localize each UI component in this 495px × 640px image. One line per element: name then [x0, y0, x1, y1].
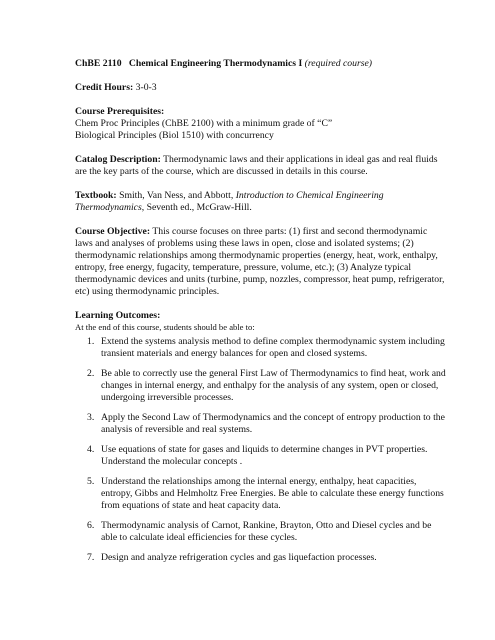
textbook: [75, 190, 447, 214]
outcome-text: Extend the systems analysis method to define complex thermodynamic system including transient materials and energy balances for open and closed systems.: [101, 336, 445, 359]
outcome-item: [75, 520, 447, 544]
textbook-title: Introduction to Chemical Engineering Thermodynamics: [75, 190, 384, 213]
credit-hours: [75, 82, 447, 94]
course-note: (required course): [304, 58, 373, 69]
outcome-number: 7.: [87, 552, 95, 563]
outcome-text: Use equations of state for gases and liquids to determine changes in PVT properties. Understand the molecular concepts .: [101, 444, 428, 467]
textbook-edition: , Seventh ed., McGraw-Hill.: [141, 202, 252, 213]
outcome-item: [75, 552, 447, 564]
course-title: [75, 58, 447, 70]
outcome-number: 3.: [87, 412, 95, 423]
outcome-number: 2.: [87, 368, 95, 379]
outcomes-label: Learning Outcomes:: [75, 310, 161, 321]
prerequisite-1: Chem Proc Principles (ChBE 2100) with a minimum grade of “C”: [75, 118, 333, 129]
outcome-number: 6.: [87, 520, 95, 531]
course-objective: [75, 226, 447, 298]
prerequisites-label: Course Prerequisites:: [75, 106, 165, 117]
course-name: Chemical Engineering Thermodynamics I: [128, 58, 303, 69]
outcome-item: [75, 476, 447, 512]
credit-hours-label: Credit Hours:: [75, 82, 134, 93]
course-code: ChBE 2110: [75, 58, 122, 69]
prerequisite-2: Biological Principles (Biol 1510) with concurrency: [75, 130, 274, 141]
outcome-text: Thermodynamic analysis of Carnot, Rankine, Brayton, Otto and Diesel cycles and be able to calculate ideal efficiencies for these cycles.: [101, 520, 432, 543]
objective-text: This course focuses on three parts: (1) first and second thermodynamic laws and analyses of problems using these laws in open, close and isolated systems; (2) thermodynamic relationships among thermodynamic properties (energy, heat, work, enthalpy, entropy, free energy, fugacity, temperature, pressure, volume, etc.); (3) Analyze typical thermodynamic devices and units (turbine, pump, nozzles, compressor, heat pump, refrigerator, etc) using thermodynamic principles.: [75, 226, 445, 297]
outcome-text: Understand the relationships among the internal energy, enthalpy, heat capacities, entropy, Gibbs and Helmholtz Free Energies. Be able to calculate these energy functions from equations of state and heat capacity data.: [101, 476, 444, 511]
outcome-text: Be able to correctly use the general First Law of Thermodynamics to find heat, work and changes in internal energy, and enthalpy for the analysis of any system, open or closed, undergoing irreversible processes.: [101, 368, 446, 403]
outcomes-list: [75, 336, 447, 564]
outcome-item: [75, 368, 447, 404]
outcome-number: 4.: [87, 444, 95, 455]
outcome-item: [75, 444, 447, 468]
credit-hours-value: 3-0-3: [135, 82, 157, 93]
outcome-number: 1.: [87, 336, 95, 347]
outcome-text: Design and analyze refrigeration cycles and gas liquefaction processes.: [101, 552, 377, 563]
textbook-authors: Smith, Van Ness, and Abbott,: [119, 190, 234, 201]
textbook-label: Textbook:: [75, 190, 117, 201]
document-page: [75, 58, 447, 572]
catalog-text: Thermodynamic laws and their applications in ideal gas and real fluids are the key parts of the course, which are discussed in details in this course.: [75, 154, 438, 177]
catalog-description: [75, 154, 447, 178]
outcomes-intro: At the end of this course, students should be able to:: [75, 322, 255, 332]
learning-outcomes-section: [75, 310, 447, 564]
outcome-item: [75, 336, 447, 360]
catalog-label: Catalog Description:: [75, 154, 161, 165]
objective-label: Course Objective:: [75, 226, 151, 237]
outcome-item: [75, 412, 447, 436]
outcome-number: 5.: [87, 476, 95, 487]
outcome-text: Apply the Second Law of Thermodynamics and the concept of entropy production to the analysis of reversible and real systems.: [101, 412, 445, 435]
prerequisites-section: [75, 106, 447, 142]
